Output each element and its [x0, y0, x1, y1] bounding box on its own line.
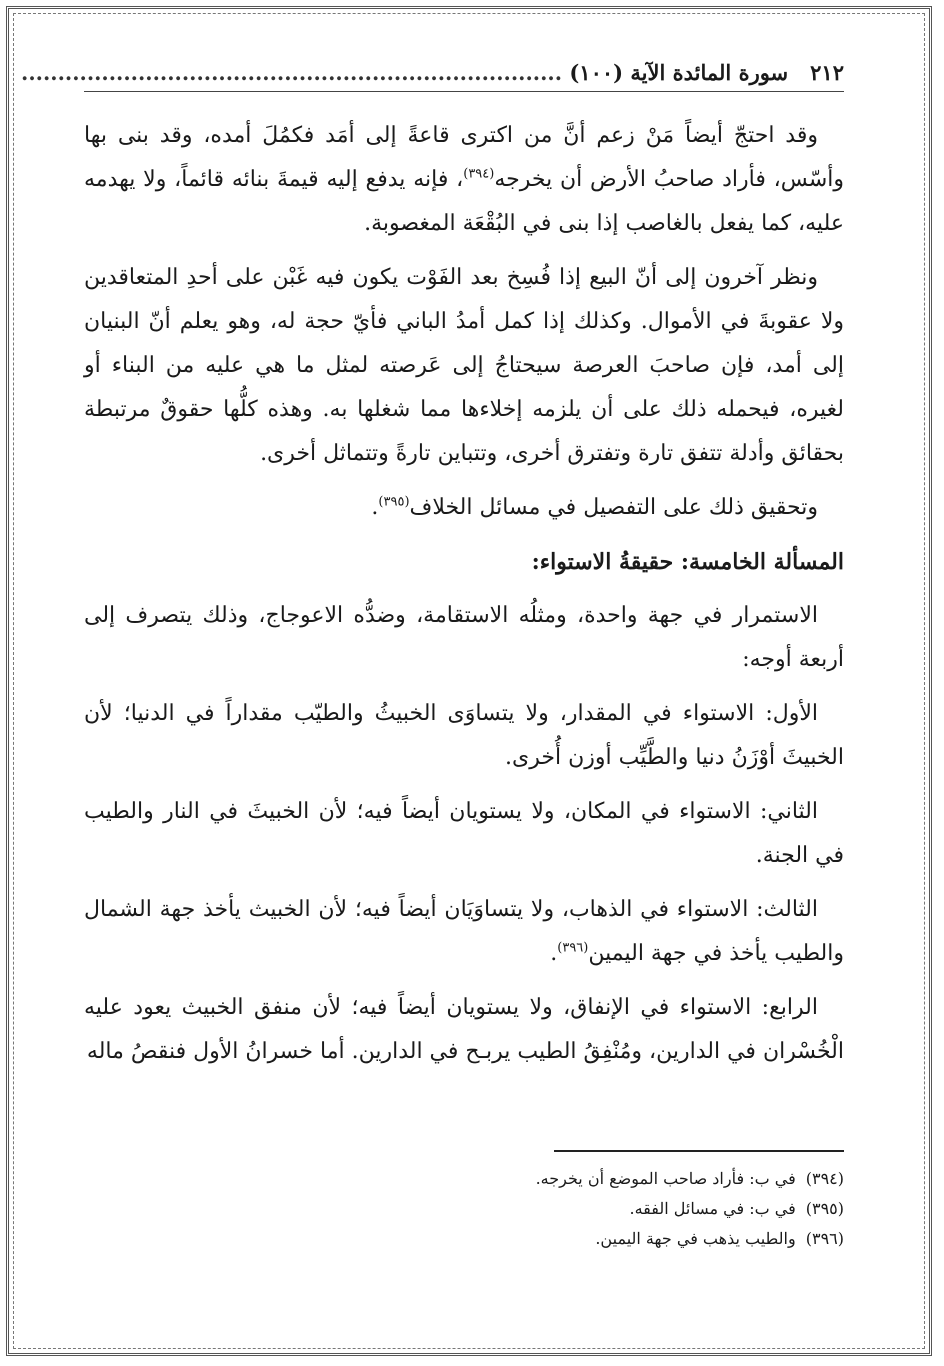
section-heading: المسألة الخامسة: حقيقةُ الاستواء: [531, 549, 844, 575]
paragraph-1-text: وقد احتجّ أيضاً مَنْ زعم أنَّ من اكترى قاعةً إلى أمَد فكمُلَ أمده، وقد بنى بها وأسّس، فأراد صاحبُ الأرض أن يخرجه [84, 123, 844, 192]
footnote-rule [554, 1150, 844, 1152]
paragraph-3-tail: . [371, 495, 379, 520]
leader-dots: .......................................................................... [21, 60, 563, 85]
footnote-number: (٣٩٦) [805, 1229, 844, 1248]
paragraph-1-tail: ، فإنه يدفع إليه قيمةَ بنائه قائماً، ولا يهدمه عليه، كما يفعل بالغاصب إذا بنى في البُقْعَة المغصوبة. [84, 167, 844, 236]
footnotes [84, 1150, 844, 1254]
footnote-text: في ب: في مسائل الفقه. [629, 1199, 796, 1218]
paragraph-7 [84, 888, 844, 976]
paragraph-7-text: الثالث: الاستواء في الذهاب، ولا يتساوَيَان أيضاً فيه؛ لأن الخبيث يأخذ جهة الشمال والطيب يأخذ في جهة اليمين [84, 897, 844, 966]
paragraph-6: الثاني: الاستواء في المكان، ولا يستويان أيضاً فيه؛ لأن الخبيثَ في النار والطيب في الجنة. [84, 799, 844, 868]
footnote-ref-396: (٣٩٦) [557, 940, 589, 956]
paragraph-3-text: وتحقيق ذلك على التفصيل في مسائل الخلاف [409, 495, 818, 520]
footnote-395 [84, 1194, 844, 1224]
paragraph-8: الرابع: الاستواء في الإنفاق، ولا يستويان أيضاً فيه؛ لأن منفق الخبيث يعود عليه الْخُسْران في الدارين، ومُنْفِقُ الطيب يربـح في الدارين. أما خسرانُ الأول فنقصُ ماله [84, 995, 844, 1064]
footnote-number: (٣٩٤) [805, 1169, 844, 1188]
footnote-number: (٣٩٥) [805, 1199, 844, 1218]
sura-title [21, 60, 788, 85]
footnote-ref-394: (٣٩٤) [463, 166, 495, 182]
footnote-ref-395: (٣٩٥) [378, 494, 410, 510]
paragraph-1 [84, 114, 844, 246]
paragraph-5: الأول: الاستواء في المقدار، ولا يتساوَى الخبيثُ والطيّب مقداراً في الدنيا؛ لأن الخبيثَ أوْزَنُ دنيا والطَّيِّب أوزن أُخرى. [84, 701, 844, 770]
footnote-396 [84, 1224, 844, 1254]
paragraph-7-tail: . [550, 941, 558, 966]
running-header [21, 60, 844, 92]
footnote-text: والطيب يذهب في جهة اليمين. [595, 1229, 796, 1248]
document-page [21, 60, 844, 1320]
paragraph-3 [84, 486, 844, 530]
paragraph-2: ونظر آخرون إلى أنّ البيع إذا فُسِخ بعد الفَوْت يكون فيه غَبْن على أحدِ المتعاقدين ولا عقوبةَ في الأموال. وكذلك إذا كمل أمدُ الباني فأيّ حجة له، وهو يعلم أنّ البنيان إلى أمد، فإن صاحبَ العرصة سيحتاجُ إلى عَرصته لمثل ما هي عليه من البناء أو لغيره، فيحمله ذلك على أن يلزمه إخلاءها مما شغلها به. وهذه كلُّها حقوقٌ مرتبطة بحقائق وأدلة تتفق تارة وتفترق أخرى، وتتباين تارةً وتتماثل أخرى. [84, 265, 844, 466]
footnote-text: في ب: فأراد صاحب الموضع أن يخرجه. [535, 1169, 796, 1188]
footnote-394 [84, 1164, 844, 1194]
paragraph-4: الاستمرار في جهة واحدة، ومثلُه الاستقامة، وضدُّه الاعوجاج، وذلك يتصرف إلى أربعة أوجه: [84, 603, 844, 672]
page-number: ٢١٢ [810, 60, 844, 85]
sura-title-text: سورة المائدة الآية (١٠٠) [569, 60, 789, 85]
main-text [84, 114, 844, 1074]
